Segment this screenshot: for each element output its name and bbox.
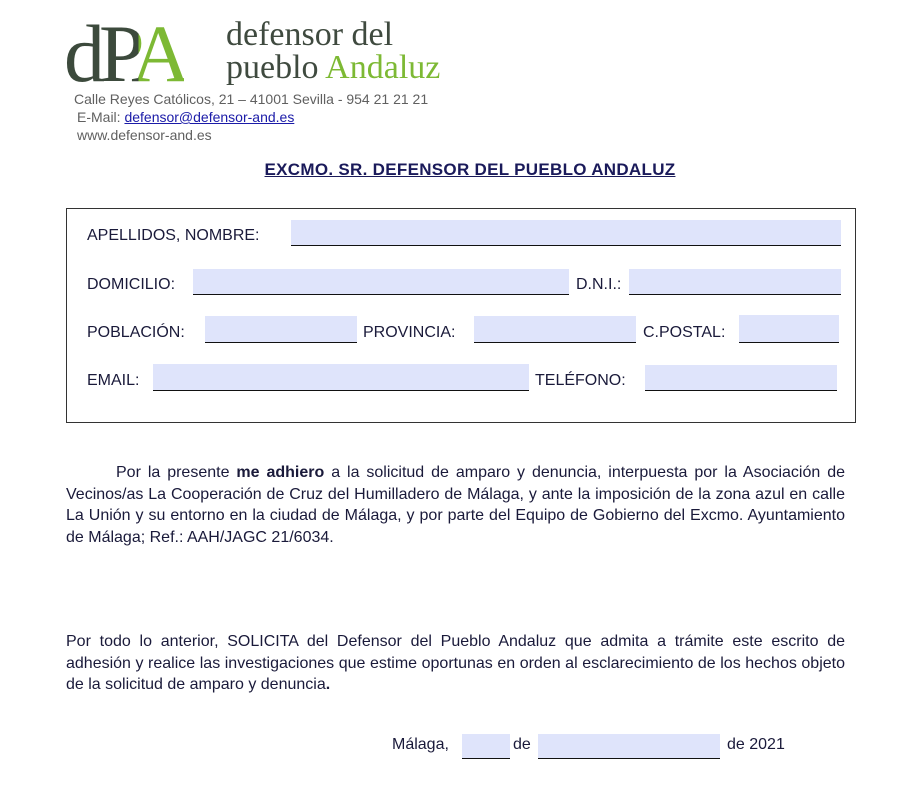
email-link[interactable]: defensor@defensor-and.es: [124, 109, 295, 125]
name-field[interactable]: [291, 220, 841, 246]
address-label: DOMICILIO:: [87, 276, 176, 293]
p1-before: Por la presente: [116, 464, 230, 481]
province-label: PROVINCIA:: [363, 324, 456, 341]
dni-field[interactable]: [629, 269, 841, 295]
email-line: [77, 108, 294, 126]
p1-after: a la solicitud de amparo y denuncia, interpuesta por la Asociación de Vecinos/as La Cooperación de Cruz del Humilladero de Málaga, y ante la imposición de la zona azul en calle La Unión y su entorno en la ciudad de Málaga, y por parte del Equipo de Gobierno del Excmo. Ayuntamiento de Málaga; Ref.: AAH/JAGC 21/6034.: [66, 464, 845, 546]
page-title: EXCMO. SR. DEFENSOR DEL PUEBLO ANDALUZ: [264, 160, 676, 179]
phone-field[interactable]: [645, 365, 837, 391]
dni-label: D.N.I.:: [576, 276, 622, 293]
personal-data-form: [66, 208, 856, 423]
town-label: POBLACIÓN:: [87, 324, 185, 341]
logo-line-2b: Andaluz: [325, 49, 441, 86]
date-year: de 2021: [727, 736, 785, 753]
date-de-1: de: [513, 736, 531, 753]
logo-line-2a: pueblo: [226, 49, 319, 86]
phone-label: TELÉFONO:: [535, 372, 626, 389]
logo-mark: [64, 8, 185, 99]
logo-text: [226, 18, 440, 84]
date-day-field[interactable]: [462, 734, 510, 759]
email-label: E-Mail:: [77, 109, 121, 125]
town-field[interactable]: [205, 316, 357, 343]
date-month-field[interactable]: [538, 734, 720, 759]
website-line: www.defensor-and.es: [77, 127, 212, 143]
logo-line-1: defensor del: [226, 16, 394, 53]
email-form-label: EMAIL:: [87, 372, 140, 389]
date-city: Málaga,: [392, 736, 449, 753]
adhesion-paragraph: [66, 462, 845, 548]
p2-end: .: [325, 676, 331, 693]
p2-text: Por todo lo anterior, SOLICITA del Defensor del Pueblo Andaluz que admita a trámite este escrito de adhesión y realice las investigaciones que estime oportunas en orden al esclarecimiento de los hechos objeto de la solicitud de amparo y denuncia: [66, 633, 845, 693]
logo-mark-text: dPA: [64, 8, 185, 99]
email-field[interactable]: [153, 364, 529, 391]
province-field[interactable]: [474, 316, 636, 343]
request-paragraph: [66, 631, 845, 696]
postal-field[interactable]: [739, 315, 839, 343]
name-label: APELLIDOS, NOMBRE:: [87, 227, 260, 244]
address-line: Calle Reyes Católicos, 21 – 41001 Sevilla - 954 21 21 21: [74, 91, 429, 107]
postal-label: C.POSTAL:: [643, 324, 726, 341]
address-field[interactable]: [193, 269, 569, 295]
p1-bold: me adhiero: [236, 464, 325, 481]
